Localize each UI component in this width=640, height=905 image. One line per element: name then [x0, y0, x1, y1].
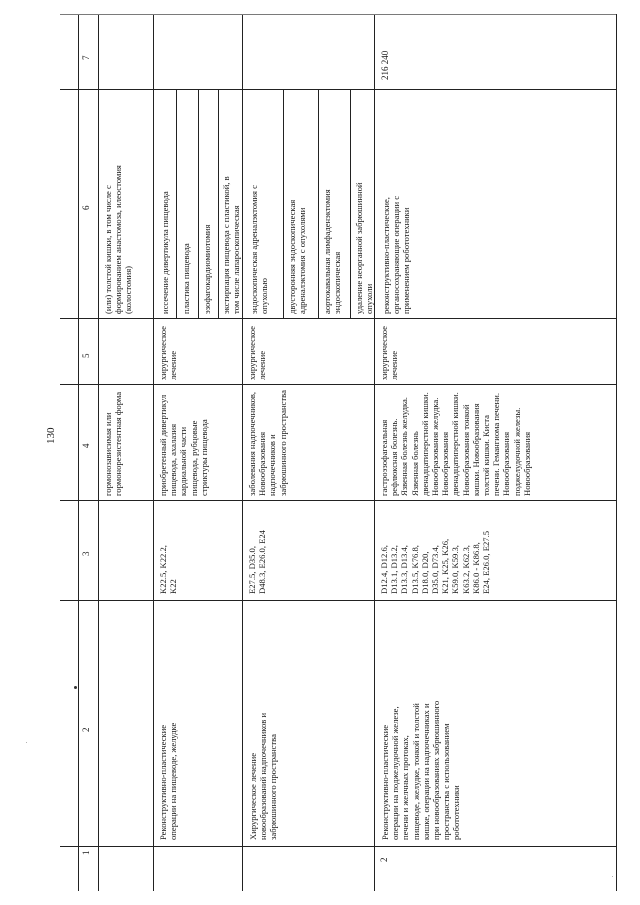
table-border-header-inner — [78, 14, 79, 891]
operation-name-robotics: Реконструктивно-пластические операции на поджелудочной железе, печени и желчных протоках, пищеводе, желудке, тонкой и толстой кишке, операции на надпочечниках и при новообразованиях забрюшинного пространства с использованием робототехники — [380, 700, 462, 840]
scan-speck — [612, 876, 613, 877]
table-border-outer — [616, 14, 617, 891]
column-number-7: 7 — [81, 55, 91, 60]
column-number-3: 3 — [81, 551, 91, 556]
continued-treatment-method: (или) толстой кишки, в том числе с формированием анастомоза, илеостомия (колостомия) — [103, 165, 134, 314]
column-number-6: 6 — [81, 205, 91, 210]
method-bilateral-adrenalectomy: двусторонняя эндоскопическая адреналэктомия с опухолями — [287, 199, 308, 314]
column-number-2: 2 — [81, 727, 91, 732]
column-number-4: 4 — [81, 443, 91, 448]
column-border-5-6 — [60, 318, 616, 319]
disease-model-robotics: гастроэзофагеальная рефлюксная болезнь. Язвенная болезнь желудка. Язвенная болезнь двенадцатиперстной кишки. Новообразования желудка. Новообразования двенадцатиперстной кишки. Новообразования тонкой кишки. Новообразования толстой кишки. Киста печени. Гемангиома печени. Новообразования поджелудочной железы. Новообразования — [379, 392, 532, 496]
treatment-type-robotics: хирургическое лечение — [379, 326, 400, 380]
method-esophagus-extirpation: экстирпация пищевода с пластикой, в том числе лапароскопическая — [221, 176, 242, 314]
column-number-5: 5 — [81, 353, 91, 358]
column-border-3-4 — [60, 500, 616, 501]
icd-codes-adrenal: E27.5, D35.0, D48.3, E26.0, E24 — [247, 530, 268, 594]
table-border-row — [153, 14, 154, 891]
method-diverticulum-excision: иссечение дивертикула пищевода — [160, 191, 170, 314]
scan-speck — [26, 742, 27, 743]
column-border-6-7 — [60, 89, 616, 90]
operation-name-adrenal: Хирургическое лечение новообразований надпочечников и забрюшинного пространства — [248, 712, 279, 840]
method-aortocaval-lymphadenectomy: аортокавальная лимфаденэктомия эндоскопическая — [322, 189, 343, 314]
method-endoscopic-adrenalectomy: эндоскопическая адреналэктомия с опухолью — [249, 185, 270, 314]
method-separator — [198, 89, 199, 318]
table-border-row — [242, 14, 243, 891]
price-value: 216 240 — [380, 50, 390, 80]
icd-codes-esophagus: K22.5, K22.2, K22 — [158, 545, 179, 594]
method-robotic-operations: реконструктивно-пластические, органосохраняющие операции с применением робототехники — [381, 195, 412, 314]
table-border-header-outer — [98, 14, 99, 891]
disease-model-adrenal: заболевания надпочечников, Новообразования надпочечников и забрюшинного пространства — [247, 390, 288, 496]
scan-speck — [74, 686, 77, 689]
row-number: 2 — [379, 857, 389, 862]
page-number: 130 — [45, 427, 57, 444]
method-separator — [350, 89, 351, 318]
table-border-row — [374, 14, 375, 891]
icd-codes-robotics: D12.4, D12.6, D13.1, D13.2, D13.3, D13.4, D13.5, K76.8, D18.0, D20, D35.0, D73.4, K21, K25, K26, K59.0, K59.3, K63.2, K62.3, K86.0 - K86.8, E24, E26.0, E27.5 — [379, 530, 492, 594]
treatment-type-esophagus: хирургическое лечение — [158, 326, 179, 380]
treatment-type-adrenal: хирургическое лечение — [247, 326, 268, 380]
method-esophagocardiomyotomy: эзофагокардиомиотомия — [202, 224, 212, 314]
method-esophagoplasty: пластика пищевода — [181, 243, 191, 314]
operation-name-esophagus: Реконструктивно-пластические операции на пищеводе, желудке — [158, 722, 179, 840]
method-separator — [218, 89, 219, 318]
column-border-2-3 — [60, 600, 616, 601]
method-separator — [176, 89, 177, 318]
column-border-outer — [60, 14, 616, 15]
continued-disease-model: гормонозависимая или гормонорезистентная форма — [103, 391, 124, 496]
method-separator — [283, 89, 284, 318]
column-number-1: 1 — [81, 850, 91, 855]
method-separator — [318, 89, 319, 318]
method-retroperitoneal-tumor-removal: удаление неорганной забрюшинной опухоли — [354, 182, 375, 314]
column-border-4-5 — [60, 384, 616, 385]
disease-model-esophagus: приобретенный дивертикул пищевода, ахалазия кардиальной части пищевода, рубцовые стриктуры пищевода — [158, 394, 209, 496]
column-border-1-2 — [60, 846, 616, 847]
